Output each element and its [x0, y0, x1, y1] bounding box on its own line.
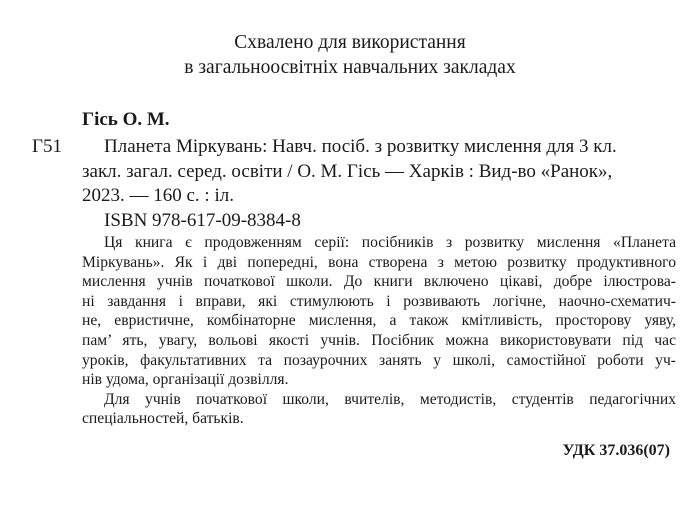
biblio-line-2: закл. загал. серед. освіти / О. М. Гісь — Харків : Вид-во «Ранок»,	[82, 160, 613, 182]
approval-line-1: Схвалено для використання	[234, 32, 466, 53]
udk-code: УДК 37.036(07)	[562, 442, 670, 459]
abstract-line: Міркувань». Як і дві попередні, вона створена з метою розвитку продуктивного	[82, 253, 676, 271]
approval-notice	[0, 30, 700, 80]
abstract-line: нів удома, організації дозвілля.	[82, 371, 289, 389]
abstract-line: мислення учнів початкової школи. До книги включено цікаві, добре ілюстрова-	[82, 273, 676, 291]
author-heading: Гісь О. М.	[82, 109, 170, 130]
catalog-code: Г51	[32, 136, 62, 157]
bibliographic-description	[82, 135, 682, 209]
biblio-line-1: Планета Міркувань: Навч. посіб. з розвитку мислення для 3 кл.	[104, 136, 617, 157]
abstract-line: ні завдання і вправи, які стимулюють і розвивають логічне, наочно-схематич-	[82, 292, 676, 310]
audience-line: спеціальностей, батьків.	[82, 410, 244, 428]
biblio-line-3: 2023. — 160 с. : іл.	[82, 185, 234, 206]
isbn: ISBN 978-617-09-8384-8	[104, 210, 301, 231]
abstract-line: уроків, факультативних та позаурочних занять у школі, самостійної роботи уч-	[82, 351, 676, 369]
approval-line-2: в загальноосвітніх навчальних закладах	[184, 57, 516, 78]
abstract-line: пам’ ять, увагу, вольові якості учнів. Посібник можна використовувати під час	[82, 331, 676, 349]
abstract-line: не, евристичне, комбінаторне мислення, а також кмітливість, просторову уяву,	[82, 312, 676, 330]
abstract	[82, 233, 676, 429]
abstract-line: Ця книга є продовженням серії: посібників з розвитку мислення «Планета	[104, 234, 676, 251]
audience-line: Для учнів початкової школи, вчителів, методистів, студентів педагогічних	[104, 390, 676, 408]
